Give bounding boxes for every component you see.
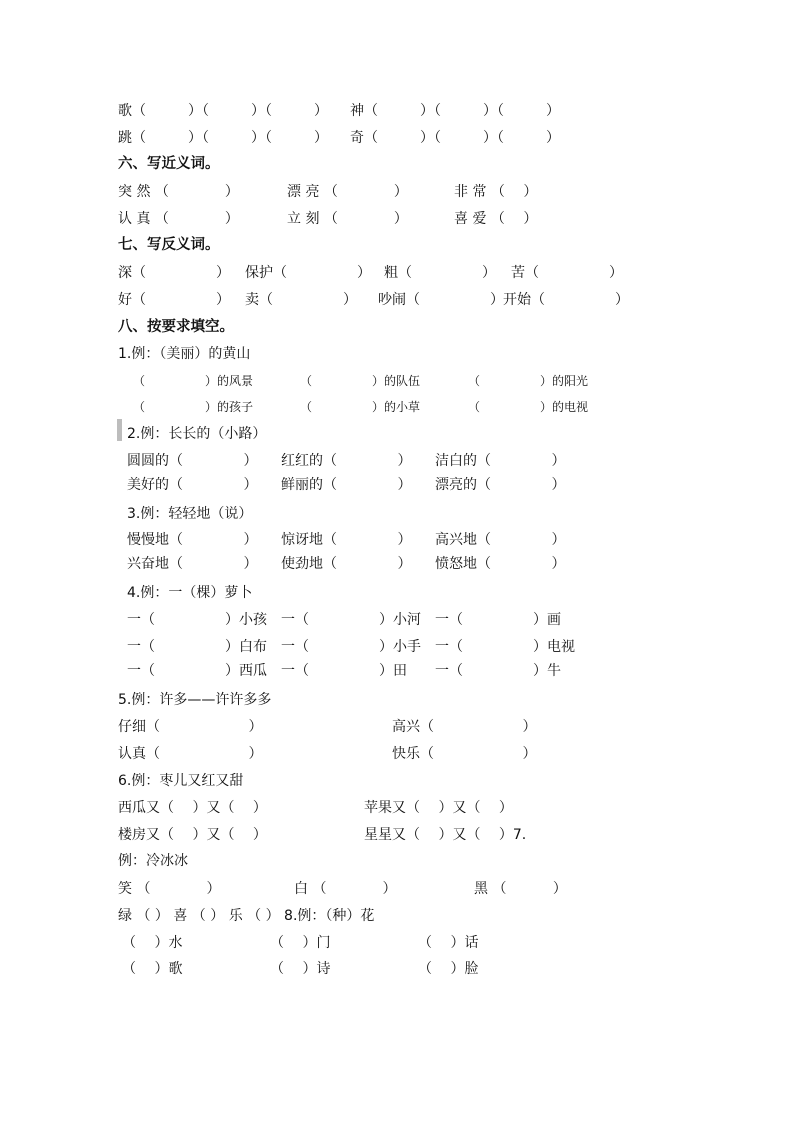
exercise-line: 突 然 （ ） [118, 184, 239, 200]
exercise-line: 苦（ ） [511, 265, 623, 281]
exercise-line: 例：冷冰冰 [118, 853, 188, 869]
exercise-line: 愤怒地（ ） [435, 556, 566, 572]
exercise-line: （ ）的电视 [468, 400, 589, 414]
exercise-line: （ ）的小草 [300, 400, 421, 414]
exercise-line: 慢慢地（ ） [127, 532, 258, 548]
exercise-line: 一（ ）田 [281, 663, 407, 679]
exercise-line: 一（ ）西瓜 [127, 663, 267, 679]
exercise-line: 漂亮的（ ） [435, 477, 566, 493]
exercise-line: 保护（ ） [245, 265, 371, 281]
exercise-line: 立 刻 （ ） [287, 211, 408, 227]
exercise-line: 绿 （ ） 喜 （ ） 乐 （ ） 8.例：（种）花 [118, 908, 375, 924]
exercise-line: 一（ ）电视 [435, 639, 575, 655]
exercise-line: 6.例：枣儿又红又甜 [118, 773, 244, 789]
exercise-line: 奇（ ）（ ）（ ） [350, 130, 560, 146]
exercise-line: 兴奋地（ ） [127, 556, 258, 572]
exercise-line: 高兴（ ） [392, 719, 537, 735]
exercise-line: （ ）的队伍 [300, 374, 421, 388]
exercise-line: （ ）的阳光 [468, 374, 589, 388]
exercise-line: 吵闹（ ） [378, 292, 504, 308]
exercise-line: 卖（ ） [245, 292, 357, 308]
exercise-line: 圆圆的（ ） [127, 453, 258, 469]
exercise-line: 3.例：轻轻地（说） [127, 506, 253, 522]
exercise-line: 认真（ ） [118, 746, 263, 762]
exercise-line: 一（ ）画 [435, 612, 561, 628]
exercise-line: 西瓜又（ ）又（ ） [118, 800, 267, 816]
exercise-line: 笑 （ ） [118, 881, 221, 897]
exercise-line: （ ）水 [122, 935, 183, 951]
exercise-line: 高兴地（ ） [435, 532, 566, 548]
exercise-line: 一（ ）小孩 [127, 612, 267, 628]
exercise-line: 白 （ ） [294, 881, 397, 897]
exercise-line: 一（ ）牛 [435, 663, 561, 679]
exercise-line: 喜 爱 （ ） [454, 211, 538, 227]
exercise-line: 使劲地（ ） [281, 556, 412, 572]
exercise-line: 一（ ）白布 [127, 639, 267, 655]
exercise-line: 非 常 （ ） [454, 184, 538, 200]
exercise-line: （ ）门 [270, 935, 331, 951]
exercise-line: 好（ ） [118, 292, 230, 308]
section-heading: 六、写近义词。 [118, 156, 220, 172]
exercise-line: 神（ ）（ ）（ ） [350, 103, 560, 119]
exercise-line: 鲜丽的（ ） [281, 477, 412, 493]
exercise-line: （ ）脸 [418, 961, 479, 977]
exercise-line: 深（ ） [118, 265, 230, 281]
section-heading: 八、按要求填空。 [118, 319, 234, 335]
exercise-line: 星星又（ ）又（ ）7. [364, 827, 527, 843]
exercise-line: 5.例：许多——许许多多 [118, 692, 272, 708]
exercise-line: 跳（ ）（ ）（ ） [118, 130, 328, 146]
section-heading: 七、写反义词。 [118, 237, 220, 253]
exercise-line: 楼房又（ ）又（ ） [118, 827, 267, 843]
exercise-line: 红红的（ ） [281, 453, 412, 469]
exercise-line: 2.例：长长的（小路） [127, 426, 267, 442]
exercise-line: 惊讶地（ ） [281, 532, 412, 548]
exercise-line: （ ）的风景 [133, 374, 254, 388]
exercise-line: （ ）歌 [122, 961, 183, 977]
exercise-line: （ ）的孩子 [133, 400, 254, 414]
exercise-line: 黑 （ ） [474, 881, 567, 897]
exercise-line: 仔细（ ） [118, 719, 263, 735]
exercise-line: 粗（ ） [384, 265, 496, 281]
exercise-line: 1.例：（美丽）的黄山 [118, 346, 251, 362]
exercise-line: 洁白的（ ） [435, 453, 566, 469]
exercise-line: （ ）诗 [270, 961, 331, 977]
margin-bar [117, 419, 122, 441]
exercise-line: 开始（ ） [503, 292, 629, 308]
exercise-line: 快乐（ ） [392, 746, 537, 762]
exercise-line: 一（ ）小手 [281, 639, 421, 655]
exercise-line: 4.例：一（棵）萝卜 [127, 585, 253, 601]
exercise-line: 一（ ）小河 [281, 612, 421, 628]
exercise-line: （ ）话 [418, 935, 479, 951]
exercise-line: 歌（ ）（ ）（ ） [118, 103, 328, 119]
exercise-line: 美好的（ ） [127, 477, 258, 493]
exercise-line: 认 真 （ ） [118, 211, 239, 227]
exercise-line: 漂 亮 （ ） [287, 184, 408, 200]
exercise-line: 苹果又（ ）又（ ） [364, 800, 513, 816]
